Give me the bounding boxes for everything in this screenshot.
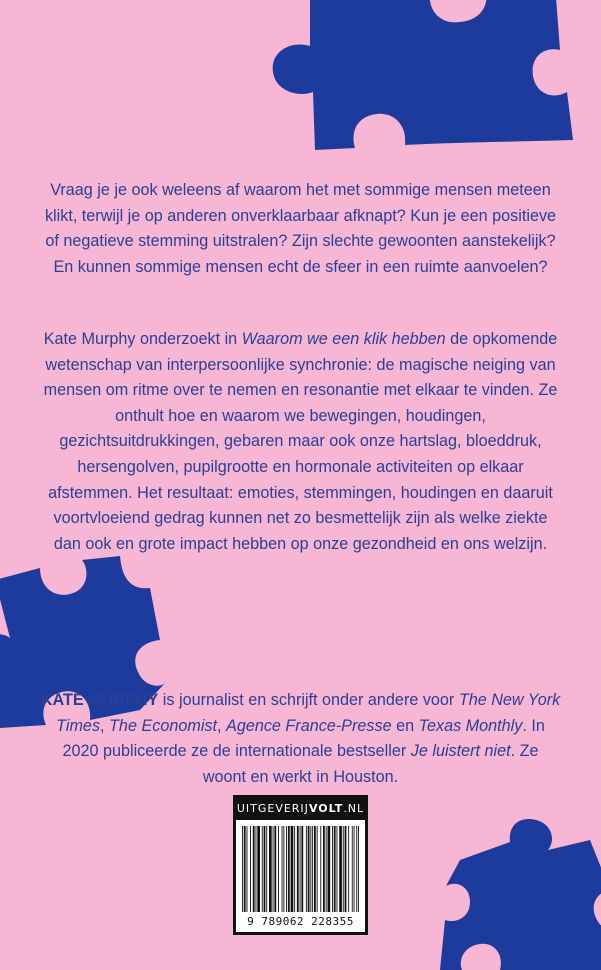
barcode-bar <box>283 826 284 912</box>
book-title: Waarom we een klik hebben <box>241 330 446 348</box>
bio-text-4: . Ze woont en werkt in Houston. <box>202 742 539 786</box>
barcode-bar <box>244 826 246 912</box>
barcode-bar <box>257 826 260 912</box>
author-bio <box>40 688 561 790</box>
blurb-paragraph-1 <box>40 178 561 280</box>
barcode-bar <box>262 826 263 912</box>
publication-4: Texas Monthly <box>418 716 523 735</box>
bio-separator-1: , <box>100 716 110 735</box>
puzzle-piece-bottom-right-icon <box>440 820 601 970</box>
bio-separator-2: , <box>217 716 227 735</box>
isbn-number: 9 789062 228355 <box>247 915 354 928</box>
barcode-bar <box>286 826 287 912</box>
puzzle-shape <box>440 819 601 970</box>
barcode-bar <box>308 826 310 912</box>
author-name: KATE MURPHY <box>40 691 159 709</box>
barcode-bar <box>256 826 257 912</box>
barcode-bar <box>266 826 267 912</box>
publication-3: Agence France-Presse <box>226 716 392 735</box>
blurb-paragraph-2-body: de opkomende wetenschap van interpersoonlijke synchronie: de magische neiging van mensen om ritme over te nemen en resonantie met elkaar te vinden. Ze onthult hoe en waarom we bewegingen, houdingen, gezichtsuitdrukkingen, gebaren maar ook onze hartslag, bloeddruk, hersengolven, pupilgrootte en hormonale activiteiten op elkaar afstemmen. Het resultaat: emoties, stemmingen, houdingen en daaruit voortvloeiend gedrag kunnen net zo besmettelijk zijn als welke ziekte dan ook en grote impact hebben op onze gezondheid en ons welzijn. <box>43 330 558 553</box>
blurb-paragraph-2 <box>40 327 561 557</box>
barcode-bar <box>332 826 333 912</box>
barcode-bar <box>282 826 283 912</box>
publication-2: The Economist <box>109 716 218 735</box>
previous-book-title: Je luistert niet <box>410 742 511 761</box>
barcode-bar <box>314 826 316 912</box>
barcode-bar <box>297 826 299 912</box>
barcode-bar <box>334 826 336 912</box>
puzzle-shape <box>273 0 573 150</box>
barcode-bar <box>250 826 251 912</box>
publication-1: The New York Times <box>56 691 561 735</box>
barcode-bar <box>345 826 347 912</box>
barcode-bar <box>356 826 357 912</box>
barcode-bar <box>301 826 303 912</box>
barcode-bar <box>310 826 311 912</box>
barcode-bar <box>294 826 295 912</box>
barcode-bar <box>269 826 272 912</box>
barcode-bar <box>339 826 342 912</box>
bio-text-3: . In 2020 publiceerde ze de internationale bestseller <box>62 716 545 761</box>
barcode-bar <box>323 826 325 912</box>
barcode-bar <box>326 826 327 912</box>
barcode-bar <box>288 826 290 912</box>
barcode-bars <box>242 826 359 912</box>
barcode-bar <box>328 826 331 912</box>
barcode-bar <box>300 826 301 912</box>
barcode-bar <box>273 826 274 912</box>
bio-text-2: en <box>391 716 419 735</box>
barcode-bar <box>291 826 294 912</box>
barcode-bar <box>278 826 279 912</box>
blurb-paragraph-2-intro: Kate Murphy onderzoekt in <box>43 330 242 348</box>
barcode-bar <box>320 826 321 912</box>
barcode-bar <box>306 826 307 912</box>
barcode-bar <box>317 826 318 912</box>
barcode-bar <box>264 826 266 912</box>
blurb-paragraph-1-text: Vraag je je ook weleens af waarom het met sommige mensen meteen klikt, terwijl je op anderen onverklaarbaar afknapt? Kun je een positieve of negatieve stemming uitstralen? Zijn slechte gewoonten aanstekelijk? En kunnen sommige mensen echt de sfeer in een ruimte aanvoelen? <box>44 181 557 276</box>
barcode-bar <box>358 826 359 912</box>
barcode-bar <box>312 826 313 912</box>
barcode-bar <box>274 826 276 912</box>
barcode-bar <box>242 826 243 912</box>
barcode-bar <box>354 826 355 912</box>
barcode-bar <box>348 826 349 912</box>
barcode-bar <box>352 826 353 912</box>
barcode-bar <box>247 826 248 912</box>
barcode-bar <box>343 826 344 912</box>
puzzle-piece-top-right-icon <box>255 0 595 170</box>
bio-text-1: is journalist en schrijft onder andere voor <box>158 691 459 709</box>
publisher-website: UITGEVERIJVOLT.NL <box>236 798 365 820</box>
barcode-bar <box>253 826 255 912</box>
isbn-barcode <box>233 795 368 935</box>
barcode-bar <box>337 826 338 912</box>
